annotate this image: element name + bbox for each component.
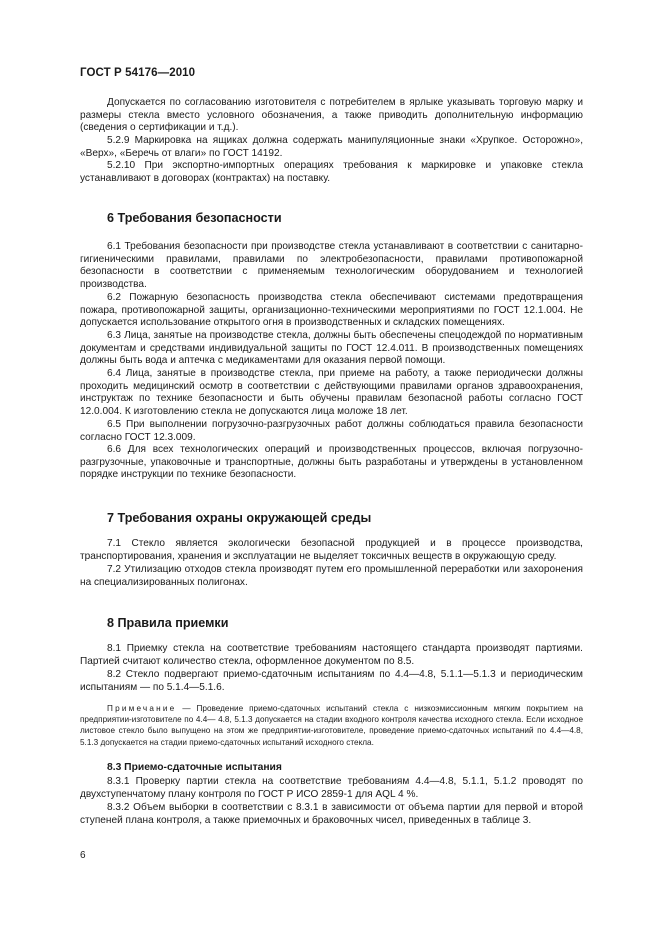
note-8-2 bbox=[80, 703, 583, 748]
paragraph-6-5: 6.5 При выполнении погрузочно-разгрузочных работ должны соблюдаться правила безопасности согласно ГОСТ 12.3.009. bbox=[80, 419, 583, 443]
note-text: — Проведение приемо-сдаточных испытаний стекла с низкоэмиссионным мягким покрытием на предприятии-изготовителе по 4.4— 4.8, 5.1.3 допускается на стадии входного контроля качества исходного стекла. Если исходное листовое стекло было выпущено на этом же предприятии-изготовителе, проведение приемо-сдаточных испытаний по 4.4—4.8, 5.1.3 допускается на стадии приемо-сдаточных испытаний исходного стекла. bbox=[80, 704, 583, 747]
paragraph-6-4: 6.4 Лица, занятые в производстве стекла, при приеме на работу, а также периодически должны проходить медицинский осмотр в соответствии с действующими правилами органов здравоохранения, инструктаж по технике безопасности и быть обучены правилам безопасной работы согласно ГОСТ 12.0.004. К изготовлению стекла не допускаются лица моложе 18 лет. bbox=[80, 368, 583, 417]
subsection-8-3-title: 8.3 Приемо-сдаточные испытания bbox=[107, 762, 282, 773]
paragraph-8-3-1: 8.3.1 Проверку партии стекла на соответствие требованиям 4.4—4.8, 5.1.1, 5.1.2 проводят по двухступенчатому плану контроля по ГОСТ Р ИСО 2859-1 для AQL 4 %. bbox=[80, 776, 583, 800]
document-header: ГОСТ Р 54176—2010 bbox=[80, 67, 196, 79]
paragraph-5-2-10: 5.2.10 При экспортно-импортных операциях требования к маркировке и упаковке стекла устанавливают в договорах (контрактах) на поставку. bbox=[80, 160, 583, 184]
paragraph-8-3-2: 8.3.2 Объем выборки в соответствии с 8.3.1 в зависимости от объема партии для первой и второй ступеней плана контроля, а также приемочных и браковочных чисел, приведенных в таблице 3. bbox=[80, 802, 583, 826]
note-label: Примечание bbox=[107, 704, 177, 713]
paragraph-8-1: 8.1 Приемку стекла на соответствие требованиям настоящего стандарта производят партиями. Партией считают количество стекла, оформленное документом по 8.5. bbox=[80, 643, 583, 667]
paragraph-intro: Допускается по согласованию изготовителя с потребителем в ярлыке указывать торговую марку и размеры стекла вместо условного обозначения, а также приводить дополнительную информацию (сведения о сертификации и т.д.). bbox=[80, 97, 583, 134]
paragraph-5-2-9: 5.2.9 Маркировка на ящиках должна содержать манипуляционные знаки «Хрупкое. Осторожно», «Верх», «Беречь от влаги» по ГОСТ 14192. bbox=[80, 135, 583, 159]
section-8-title: 8 Правила приемки bbox=[107, 616, 229, 630]
paragraph-6-3: 6.3 Лица, занятые на производстве стекла, должны быть обеспечены спецодеждой по нормативным документам и средствами индивидуальной защиты по ГОСТ 12.4.011. В производственных помещениях должны быть вода и аптечка с медикаментами для оказания первой помощи. bbox=[80, 330, 583, 367]
paragraph-6-2: 6.2 Пожарную безопасность производства стекла обеспечивают системами предотвращения пожара, противопожарной защиты, организационно-техническими мероприятиями по ГОСТ 12.1.004. Не допускается использование открытого огня в производственных и складских помещениях. bbox=[80, 292, 583, 329]
section-6-title: 6 Требования безопасности bbox=[107, 211, 282, 225]
section-7-title: 7 Требования охраны окружающей среды bbox=[107, 511, 372, 525]
paragraph-6-6: 6.6 Для всех технологических операций и производственных процессов, включая погрузочно-разгрузочные, упаковочные и транспортные, должны быть разработаны и утверждены в установленном порядке инструкции по технике безопасности. bbox=[80, 444, 583, 481]
paragraph-8-2: 8.2 Стекло подвергают приемо-сдаточным испытаниям по 4.4—4.8, 5.1.1—5.1.3 и периодическим испытаниям — по 5.1.4—5.1.6. bbox=[80, 669, 583, 693]
page-number: 6 bbox=[80, 850, 86, 861]
paragraph-7-1: 7.1 Стекло является экологически безопасной продукцией и в процессе производства, транспортирования, хранения и эксплуатации не выделяет токсичных веществ в окружающую среду. bbox=[80, 538, 583, 562]
paragraph-7-2: 7.2 Утилизацию отходов стекла производят путем его промышленной переработки или захоронения на специализированных полигонах. bbox=[80, 564, 583, 588]
paragraph-6-1: 6.1 Требования безопасности при производстве стекла устанавливают в соответствии с санитарно-гигиеническими правилами, правилами по электробезопасности, правилами противопожарной безопасности в соответствии с применяемым технологическим оборудованием и технологией производства. bbox=[80, 241, 583, 290]
